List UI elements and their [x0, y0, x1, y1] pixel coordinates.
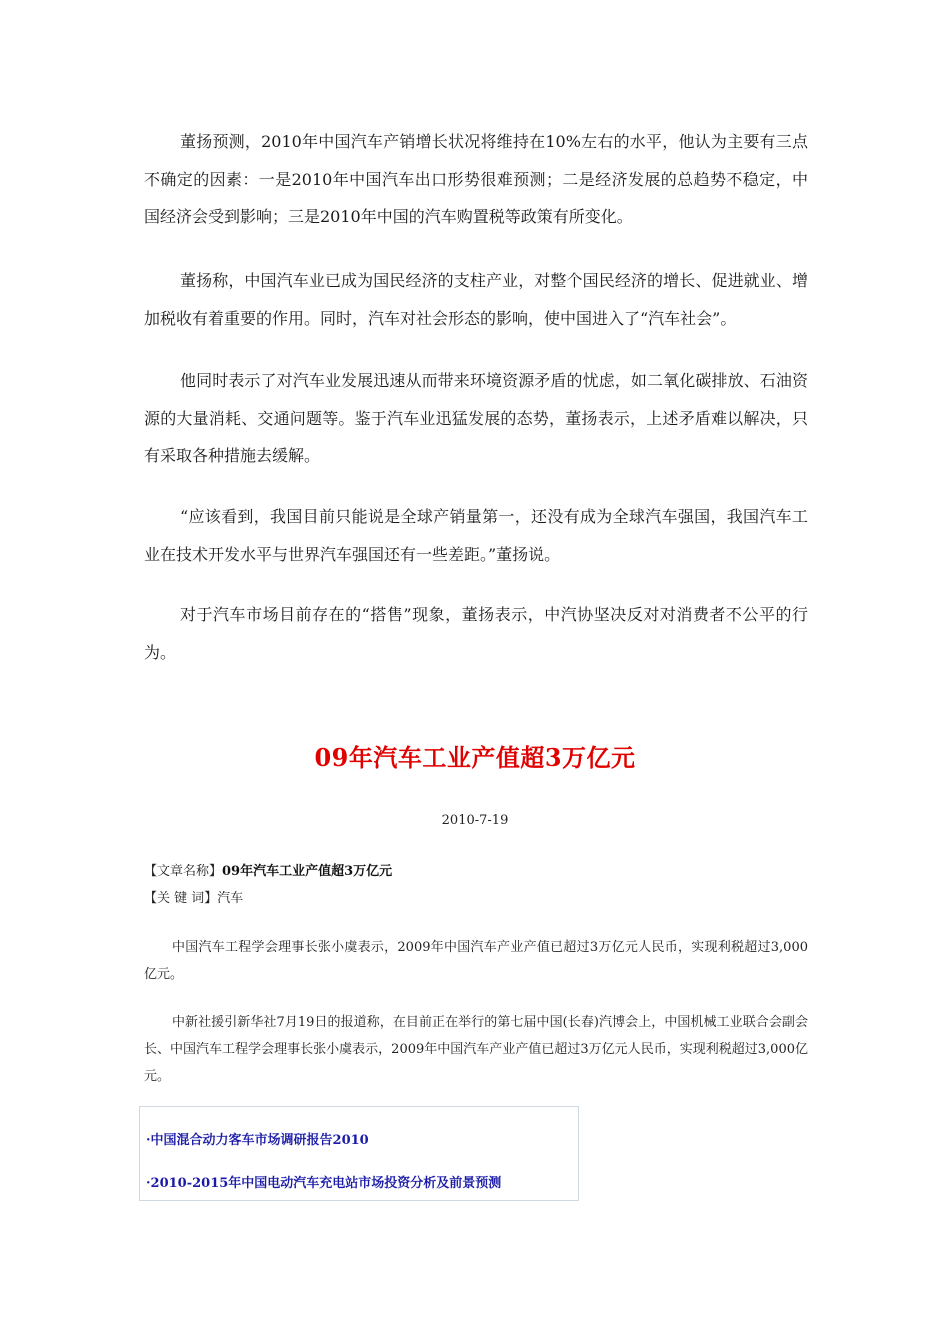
article-paragraph: 中国汽车工程学会理事长张小虞表示，2009年中国汽车产业产值已超过3万亿元人民币，实现利税超过3,000亿元。 [144, 940, 808, 982]
keywords-value: 汽车 [217, 891, 244, 906]
keywords-label: 【关 键 词】 [144, 891, 218, 906]
related-links-box [139, 1106, 579, 1201]
article-paragraph: “应该看到，我国目前只能说是全球产销量第一，还没有成为全球汽车强国，我国汽车工业在技术开发水平与世界汽车强国还有一些差距。”董扬说。 [144, 507, 808, 564]
article-paragraph: 董扬预测，2010年中国汽车产销增长状况将维持在10%左右的水平，他认为主要有三点不确定的因素：一是2010年中国汽车出口形势很难预测；二是经济发展的总趋势不稳定，中国经济会受到影响；三是2010年中国的汽车购置税等政策有所变化。 [144, 132, 808, 226]
article-name-value: 09年汽车工业产值超3万亿元 [222, 864, 393, 879]
article-paragraph: 董扬称，中国汽车业已成为国民经济的支柱产业，对整个国民经济的增长、促进就业、增加税收有着重要的作用。同时，汽车对社会形态的影响，使中国进入了“汽车社会”。 [144, 271, 808, 328]
article-name-row [144, 862, 392, 882]
related-link-hybrid-bus-report[interactable]: ·中国混合动力客车市场调研报告2010 [146, 1133, 369, 1148]
article-headline: 09年汽车工业产值超3万亿元 [314, 743, 636, 772]
article-paragraph: 中新社援引新华社7月19日的报道称，在目前正在举行的第七届中国(长春)汽博会上，中国机械工业联合会副会长、中国汽车工程学会理事长张小虞表示，2009年中国汽车产业产值已超过3万亿元人民币，实现利税超过3,000亿元。 [144, 1015, 808, 1084]
related-link-charging-station-report[interactable]: ·2010-2015年中国电动汽车充电站市场投资分析及前景预测 [146, 1176, 502, 1191]
article-name-label: 【文章名称】 [144, 864, 223, 879]
article-paragraph: 他同时表示了对汽车业发展迅速从而带来环境资源矛盾的忧虑，如二氧化碳排放、石油资源的大量消耗、交通问题等。鉴于汽车业迅猛发展的态势，董扬表示，上述矛盾难以解决，只有采取各种措施去缓解。 [144, 371, 808, 465]
article-paragraph: 对于汽车市场目前存在的“搭售”现象，董扬表示，中汽协坚决反对对消费者不公平的行为。 [144, 605, 808, 662]
article-keywords-row [144, 889, 243, 909]
article-date: 2010-7-19 [441, 813, 509, 828]
